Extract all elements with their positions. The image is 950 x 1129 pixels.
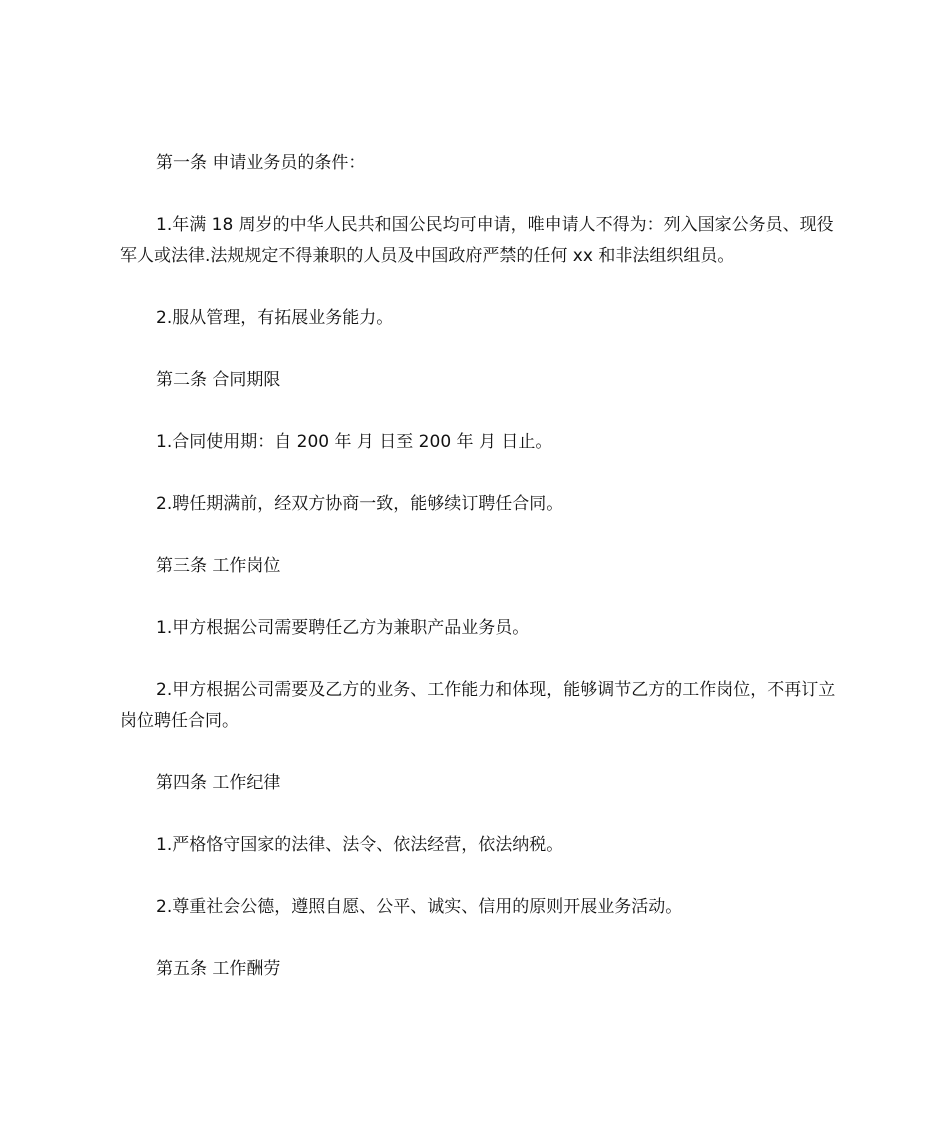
article-2-clause-2: 2.聘任期满前，经双方协商一致，能够续订聘任合同。 (156, 494, 564, 514)
article-2-clause-1: 1.合同使用期：自 200 年 月 日至 200 年 月 日止。 (156, 432, 553, 452)
article-3-clause-1: 1.甲方根据公司需要聘任乙方为兼职产品业务员。 (156, 618, 530, 638)
article-4-clause-2: 2.尊重社会公德，遵照自愿、公平、诚实、信用的原则开展业务活动。 (156, 897, 683, 917)
article-4-clause-1: 1.严格恪守国家的法律、法令、依法经营，依法纳税。 (156, 835, 564, 855)
article-2-heading: 第二条 合同期限 (156, 370, 281, 390)
article-3-clause-2: 2.甲方根据公司需要及乙方的业务、工作能力和体现，能够调节乙方的工作岗位，不再订立岗位聘任合同。 (120, 680, 836, 731)
article-1-heading: 第一条 申请业务员的条件： (156, 153, 366, 173)
article-3-heading: 第三条 工作岗位 (156, 556, 281, 576)
document-body (120, 148, 840, 1016)
article-1-clause-1: 1.年满 18 周岁的中华人民共和国公民均可申请，唯申请人不得为：列入国家公务员、现役军人或法律.法规规定不得兼职的人员及中国政府严禁的任何 xx 和非法组织组员。 (120, 215, 834, 266)
article-1-clause-2: 2.服从管理，有拓展业务能力。 (156, 308, 394, 328)
article-4-heading: 第四条 工作纪律 (156, 773, 281, 793)
article-5-heading: 第五条 工作酬劳 (156, 959, 281, 979)
